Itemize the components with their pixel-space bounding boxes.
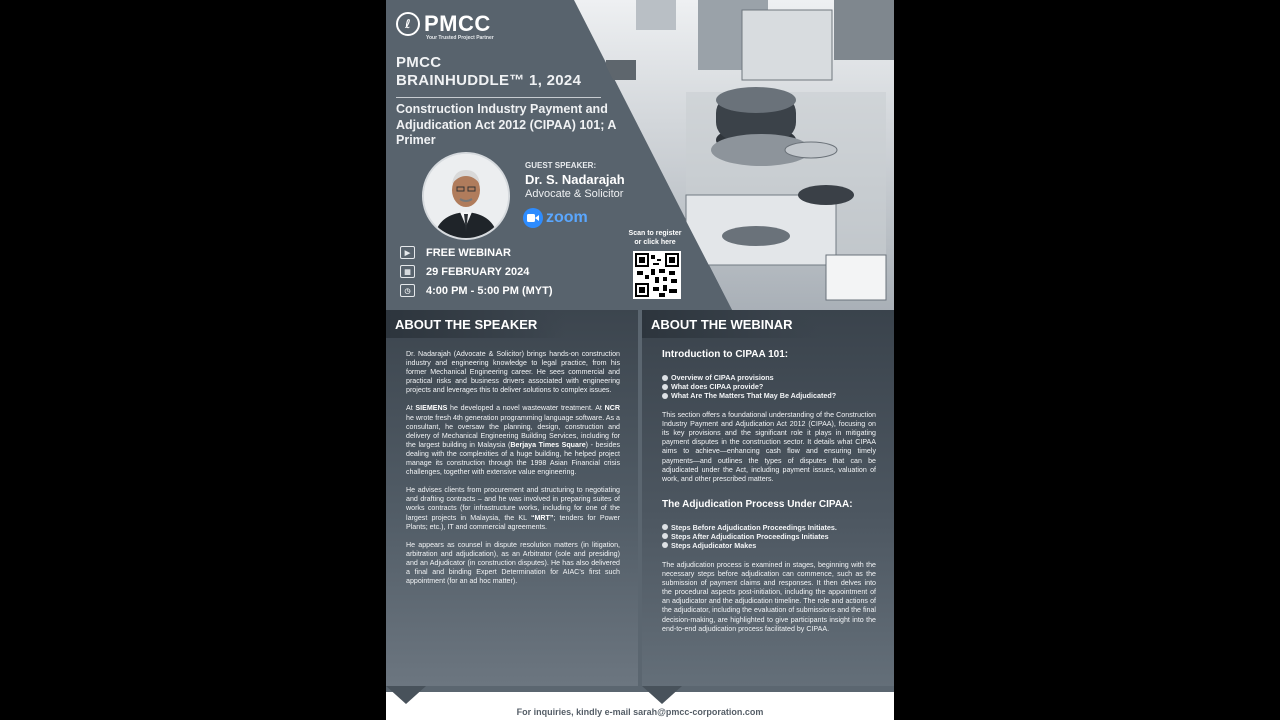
intro-description: This section offers a foundational understanding of the Construction Industry Payment and Adjudication Act 2012 (CIPAA), focusing on its key provisions and the significant role it plays in mitigating payment disputes in the construction sector. It details what CIPAA aims to achieve—enhancing cash flow and ensuring timely payments—and outlines the types of disputes that can be adjudicated under the Act, including payment issues, valuation of work, and other prescribed matters. — [662, 411, 876, 483]
process-section-title: The Adjudication Process Under CIPAA: — [662, 498, 853, 510]
event-title-line1: PMCC — [396, 54, 442, 71]
zoom-logo — [523, 208, 588, 228]
poster-header — [386, 0, 894, 310]
intro-section-title: Introduction to CIPAA 101: — [662, 349, 789, 360]
info-date-text: 29 FEBRUARY 2024 — [426, 265, 530, 278]
about-webinar-body — [662, 350, 876, 643]
process-bullet-list — [662, 523, 876, 550]
list-item: What does CIPAA provide? — [662, 382, 876, 391]
register-prompt-line1: Scan to register — [628, 230, 682, 237]
about-webinar-heading: ABOUT THE WEBINAR — [642, 310, 821, 338]
list-item: Steps After Adjudication Proceedings Initiates — [662, 532, 876, 541]
video-camera-icon: ▶ — [400, 246, 415, 259]
info-time — [400, 284, 553, 297]
footer-inquiries[interactable]: For inquiries, kindly e-mail sarah@pmcc-corporation.com — [516, 707, 764, 717]
webinar-poster — [386, 0, 894, 720]
about-columns — [386, 310, 894, 686]
speaker-bio-paragraph-1: Dr. Nadarajah (Advocate & Solicitor) brings hands-on construction industry and engineering knowledge to legal practice, from his former Mechanical Engineering career. He sees commercial and practical risks and business drivers associated with engineering projects and leverages this to deliver solutions to complex issues. — [406, 350, 620, 395]
info-free-webinar — [400, 246, 511, 259]
brand-logo — [396, 12, 491, 36]
info-time-text: 4:00 PM - 5:00 PM (MYT) — [426, 284, 553, 297]
info-free-webinar-text: FREE WEBINAR — [426, 246, 511, 259]
title-divider — [396, 97, 601, 98]
event-title — [396, 54, 581, 90]
list-item: Steps Adjudicator Makes — [662, 541, 876, 550]
register-prompt — [620, 229, 690, 247]
guest-speaker-label: GUEST SPEAKER: — [525, 161, 597, 170]
about-speaker-section — [386, 310, 638, 686]
about-speaker-body — [406, 350, 620, 595]
speaker-bio-paragraph-4: He appears as counsel in dispute resolution matters (in litigation, arbitration and adjudication), as an Arbitrator (sole and presiding) and an Adjudicator (in construction disputes). He has also delivered a final and binding Expert Determination for AIAC’s first such appointment (for an ad hoc matter). — [406, 540, 620, 586]
process-description: The adjudication process is examined in stages, beginning with the necessary steps before adjudication can commence, such as the submission of payment claims and responses. It then delves into the procedural aspects post-initiation, including the appointment of an adjudicator and the adjudication timeline. The role and actions of the adjudicator, including the evaluation of submissions and the final decision-making, are highlighted to give participants insight into the end-to-end adjudication process facilitated by CIPAA. — [662, 560, 876, 633]
chevron-down-icon — [642, 686, 682, 706]
intro-bullet-list — [662, 373, 876, 400]
zoom-wordmark: zoom — [546, 209, 588, 226]
webinar-subtitle: Construction Industry Payment and Adjudication Act 2012 (CIPAA) 101; A Primer — [396, 102, 616, 147]
calendar-icon: ▦ — [400, 265, 415, 278]
list-item: Steps Before Adjudication Proceedings Initiates. — [662, 523, 876, 532]
about-webinar-section — [642, 310, 894, 686]
register-prompt-line2[interactable]: or click here — [634, 239, 676, 246]
speaker-photo — [422, 152, 510, 240]
clock-icon: ◷ — [400, 284, 415, 297]
brand-tagline: Your Trusted Project Partner — [426, 35, 494, 41]
zoom-camera-icon — [523, 208, 543, 228]
speaker-name: Dr. S. Nadarajah — [525, 172, 625, 187]
registration-qr-code[interactable] — [633, 251, 681, 299]
speaker-bio-paragraph-2: At SIEMENS he developed a novel wastewater treatment. At NCR he wrote fresh 4th generation programming language software. As a consultant, he oversaw the planning, design, construction and delivery of Mechanical Engineering Building Services, including for the largest building in Malaysia (Berjaya Times Square) - besides dealing with the complexities of a huge building, he helped project manage its construction through the 1998 Asian Financial crisis challenges, together with extensive value engineering. — [406, 404, 621, 477]
speaker-role: Advocate & Solicitor — [525, 188, 624, 200]
event-title-line2: BRAINHUDDLE™ 1, 2024 — [396, 72, 582, 89]
speaker-bio-paragraph-3: He advises clients from procurement and structuring to negotiating and drafting contracts – and he was involved in preparing suites of works contracts (for infrastructure works, including for one of the largest projects in Malaysia, the KL “MRT”; tenders for Power Plants; etc.), IT and commercial agreements. — [406, 486, 620, 531]
list-item: Overview of CIPAA provisions — [662, 373, 876, 382]
brand-name: PMCC — [424, 11, 491, 36]
chevron-down-icon — [386, 686, 426, 706]
info-date — [400, 265, 529, 278]
list-item: What Are The Matters That May Be Adjudicated? — [662, 391, 876, 400]
about-speaker-heading: ABOUT THE SPEAKER — [386, 310, 565, 338]
logo-emblem-icon: ℓ — [396, 12, 420, 36]
